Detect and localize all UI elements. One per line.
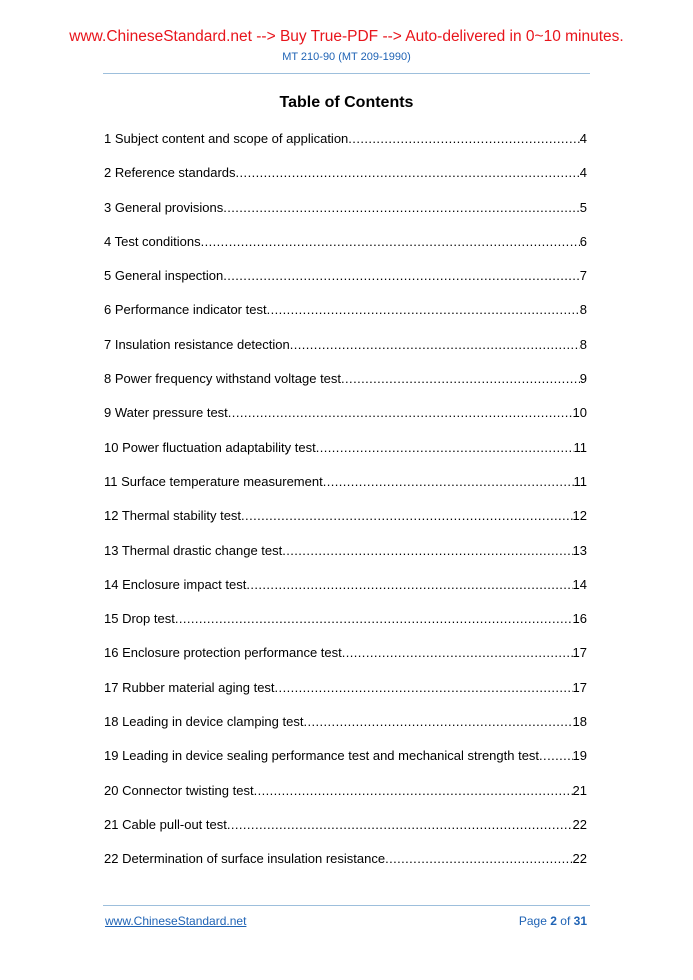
toc-entry-page: 9 — [579, 371, 587, 387]
toc-entry-page: 19 — [572, 748, 587, 764]
toc-entry[interactable] — [104, 302, 587, 336]
toc-leader-dots — [201, 234, 580, 250]
toc-leader-dots — [175, 611, 573, 627]
toc-entry-page: 4 — [579, 131, 587, 146]
toc-entry[interactable] — [104, 234, 587, 268]
toc-leader-dots — [323, 474, 574, 490]
toc-leader-dots — [227, 817, 573, 833]
footer-site-link[interactable]: www.ChineseStandard.net — [105, 914, 247, 928]
toc-leader-dots — [539, 748, 572, 764]
toc-leader-dots — [223, 268, 580, 284]
toc-entry[interactable] — [104, 405, 587, 439]
toc-leader-dots — [341, 371, 580, 387]
toc-leader-dots — [290, 337, 580, 353]
page-total: 31 — [573, 914, 587, 928]
toc-entry-page: 13 — [572, 542, 587, 558]
toc-entry-page: 22 — [572, 816, 587, 832]
toc-leader-dots — [303, 714, 572, 730]
toc-entry-label: 5 General inspection — [104, 268, 224, 284]
toc-entry-page: 17 — [572, 679, 587, 695]
toc-entry-page: 17 — [572, 645, 587, 661]
toc-entry-label: 7 Insulation resistance detection — [104, 336, 290, 352]
toc-entry[interactable] — [104, 748, 587, 782]
toc-entry[interactable] — [104, 508, 587, 542]
toc-entry-label: 8 Power frequency withstand voltage test — [104, 371, 342, 387]
toc-leader-dots — [223, 200, 580, 216]
toc-entry-label: 17 Rubber material aging test — [104, 679, 275, 695]
page-indicator — [519, 914, 587, 929]
toc-entry[interactable] — [104, 440, 587, 474]
toc-entry-page: 6 — [579, 233, 587, 249]
toc-entry-label: 6 Performance indicator test — [104, 302, 267, 318]
toc-entry-page: 4 — [579, 165, 587, 181]
toc-entry-label: 1 Subject content and scope of application — [104, 131, 349, 146]
toc-title: Table of Contents — [279, 94, 414, 111]
toc-entry-page: 18 — [572, 714, 587, 730]
toc-entry[interactable] — [104, 474, 587, 508]
toc-entry-label: 10 Power fluctuation adaptability test — [104, 439, 316, 455]
toc-entry-label: 18 Leading in device clamping test — [104, 714, 304, 730]
toc-entry-page: 10 — [572, 405, 587, 421]
toc-entry[interactable] — [104, 851, 587, 885]
toc-list — [104, 131, 587, 886]
toc-entry-page: 12 — [572, 508, 587, 524]
toc-entry-label: 2 Reference standards — [104, 165, 236, 181]
toc-leader-dots — [254, 783, 573, 799]
toc-entry-label: 19 Leading in device sealing performance test and mechanical strength test — [104, 748, 540, 764]
toc-entry[interactable] — [104, 714, 587, 748]
toc-entry-label: 20 Connector twisting test — [104, 782, 254, 798]
toc-entry-label: 3 General provisions — [104, 199, 224, 215]
toc-entry-label: 15 Drop test — [104, 611, 175, 627]
standard-code: MT 210-90 (MT 209-1990) — [282, 51, 411, 63]
toc-leader-dots — [316, 440, 574, 456]
header-divider — [103, 73, 590, 74]
toc-leader-dots — [246, 577, 572, 593]
toc-entry-page: 8 — [579, 336, 587, 352]
toc-entry-label: 13 Thermal drastic change test — [104, 542, 283, 558]
toc-entry[interactable] — [104, 817, 587, 851]
toc-entry-page: 22 — [572, 851, 587, 867]
toc-leader-dots — [236, 165, 580, 181]
toc-leader-dots — [348, 131, 579, 147]
toc-entry[interactable] — [104, 200, 587, 234]
toc-entry-label: 22 Determination of surface insulation resistance — [104, 851, 386, 867]
page-label: Page — [518, 914, 547, 928]
toc-leader-dots — [342, 645, 573, 661]
toc-entry-label: 4 Test conditions — [104, 233, 201, 249]
toc-leader-dots — [241, 508, 572, 524]
toc-entry[interactable] — [104, 611, 587, 645]
toc-entry[interactable] — [104, 371, 587, 405]
toc-entry[interactable] — [104, 783, 587, 817]
toc-entry-label: 11 Surface temperature measurement — [104, 473, 323, 489]
page-current: 2 — [550, 914, 557, 928]
toc-leader-dots — [282, 543, 572, 559]
toc-leader-dots — [275, 680, 573, 696]
toc-entry-page: 16 — [572, 611, 587, 627]
toc-entry-label: 14 Enclosure impact test — [104, 576, 247, 592]
toc-entry[interactable] — [104, 131, 587, 165]
header-banner[interactable]: www.ChineseStandard.net --> Buy True-PDF --> Auto-delivered in 0~10 minutes. — [69, 28, 624, 45]
toc-leader-dots — [228, 405, 573, 421]
toc-entry[interactable] — [104, 543, 587, 577]
toc-entry-page: 21 — [572, 782, 587, 798]
toc-leader-dots — [267, 302, 580, 318]
toc-entry-label: 21 Cable pull-out test — [104, 816, 227, 832]
toc-entry-page: 11 — [573, 439, 587, 455]
toc-leader-dots — [385, 851, 572, 867]
toc-entry-page: 11 — [573, 473, 587, 489]
toc-entry-page: 8 — [579, 302, 587, 318]
toc-entry-label: 12 Thermal stability test — [104, 508, 242, 524]
page-of-label: of — [560, 914, 571, 928]
toc-entry[interactable] — [104, 337, 587, 371]
toc-entry-page: 5 — [579, 199, 587, 215]
toc-entry[interactable] — [104, 645, 587, 679]
toc-entry-page: 14 — [572, 576, 587, 592]
toc-entry-page: 7 — [579, 268, 587, 284]
toc-entry[interactable] — [104, 268, 587, 302]
toc-entry-label: 16 Enclosure protection performance test — [104, 645, 342, 661]
toc-entry[interactable] — [104, 680, 587, 714]
toc-entry[interactable] — [104, 165, 587, 199]
toc-entry[interactable] — [104, 577, 587, 611]
footer-divider — [103, 905, 590, 906]
toc-entry-label: 9 Water pressure test — [104, 405, 228, 421]
